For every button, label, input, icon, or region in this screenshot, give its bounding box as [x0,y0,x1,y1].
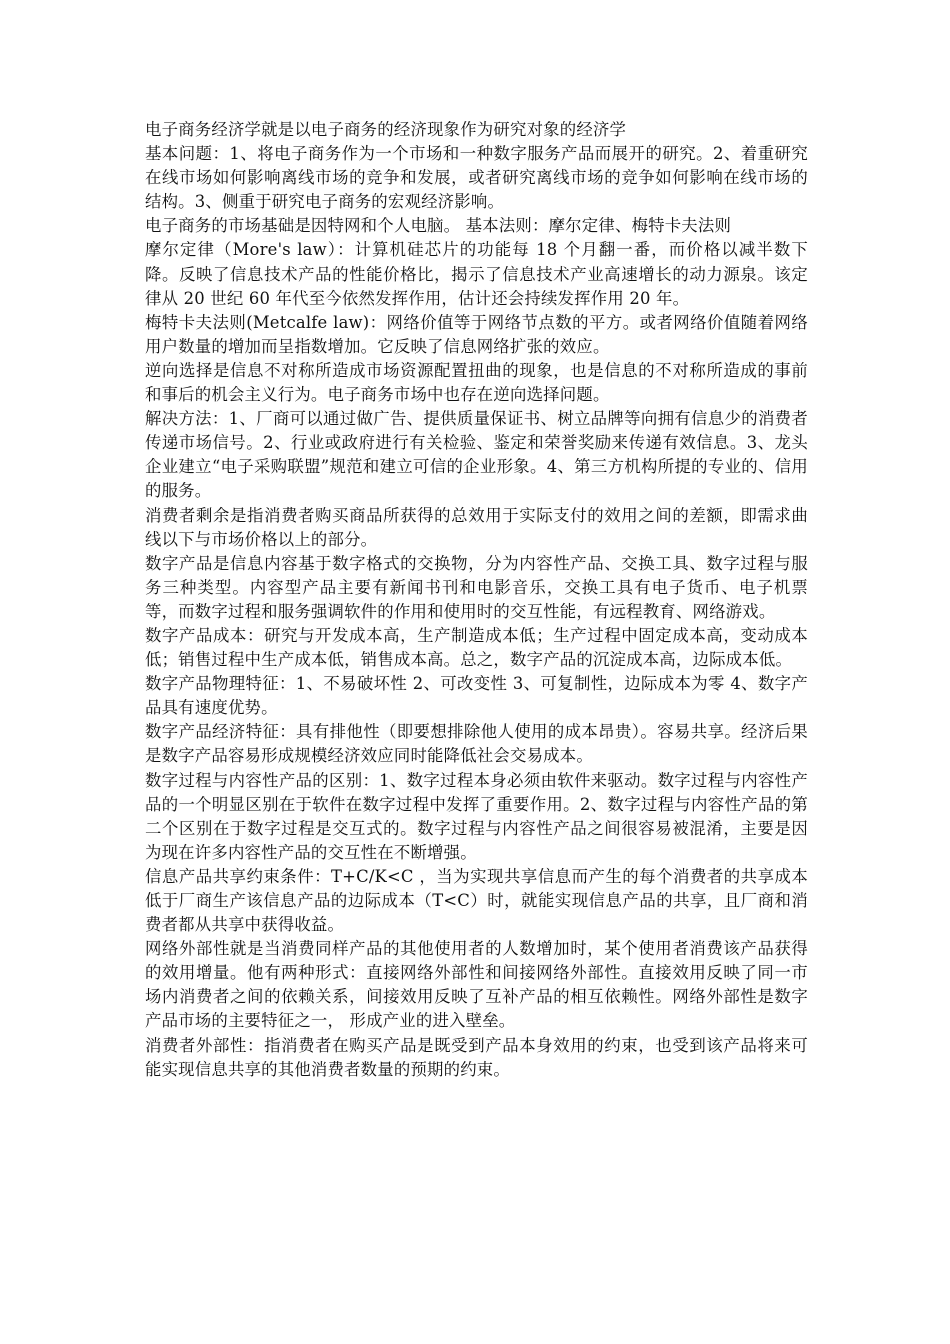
paragraph-physical-features: 数字产品物理特征：1、不易破坏性 2、可改变性 3、可复制性，边际成本为零 4、数字产品具有速度优势。 [145,674,808,718]
paragraph-digital-product-cost: 数字产品成本：研究与开发成本高，生产制造成本低；生产过程中固定成本高，变动成本低；销售过程中生产成本低，销售成本高。总之，数字产品的沉淀成本高，边际成本低。 [145,625,808,670]
paragraph-digital-products: 数字产品是信息内容基于数字格式的交换物，分为内容性产品、交换工具、数字过程与服务三种类型。内容型产品主要有新闻书刊和电影音乐，交换工具有电子货币、电子机票等，而数字过程和服务强调软件的作用和使用时的交互性能，有远程教育、网络游戏。 [145,553,808,621]
paragraph-sharing-constraint: 信息产品共享约束条件：T+C/K<C ，当为实现共享信息而产生的每个消费者的共享成本低于厂商生产该信息产品的边际成本（T<C）时，就能实现信息产品的共享，且厂商和消费者都从共享中获得收益。 [145,866,808,935]
paragraph-metcalfe-law: 梅特卡夫法则(Metcalfe law)：网络价值等于网络节点数的平方。或者网络价值随着网络用户数量的增加而呈指数增加。它反映了信息网络扩张的效应。 [145,312,808,356]
paragraph-network-externality: 网络外部性就是当消费同样产品的其他使用者的人数增加时，某个使用者消费该产品获得的效用增量。他有两种形式：直接网络外部性和间接网络外部性。直接效用反映了同一市场内消费者之间的依赖关系，间接效用反映了互补产品的相互依赖性。网络外部性是数字产品市场的主要特征之一， 形成产业的进入壁垒。 [145,939,808,1031]
paragraph-solutions: 解决方法：1、厂商可以通过做广告、提供质量保证书、树立品牌等向拥有信息少的消费者传递市场信号。2、行业或政府进行有关检验、鉴定和荣誉奖励来传递有效信息。3、龙头企业建立“电子采购联盟”规范和建立可信的企业形象。4、第三方机构所提的专业的、信用的服务。 [145,409,808,501]
paragraph-adverse-selection: 逆向选择是信息不对称所造成市场资源配置扭曲的现象，也是信息的不对称所造成的事前和事后的机会主义行为。电子商务市场中也存在逆向选择问题。 [145,360,808,405]
paragraph-process-vs-content: 数字过程与内容性产品的区别：1、数字过程本身必须由软件来驱动。数字过程与内容性产品的一个明显区别在于软件在数字过程中发挥了重要作用。2、数字过程与内容性产品的第二个区别在于数字过程是交互式的。数字过程与内容性产品之间很容易被混淆，主要是因为现在许多内容性产品的交互性在不断增强。 [145,770,808,862]
paragraph-market-foundation: 电子商务的市场基础是因特网和个人电脑。 基本法则：摩尔定律、梅特卡夫法则 [145,216,732,236]
paragraph-basic-questions: 基本问题：1、将电子商务作为一个市场和一种数字服务产品而展开的研究。2、着重研究在线市场如何影响离线市场的竞争和发展，或者研究离线市场的竞争如何影响在线市场的结构。3、侧重于研究电子商务的宏观经济影响。 [145,144,808,212]
paragraph-consumer-surplus: 消费者剩余是指消费者购买商品所获得的总效用于实际支付的效用之间的差额，即需求曲线以下与市场价格以上的部分。 [145,505,808,549]
paragraph-economic-features: 数字产品经济特征：具有排他性（即要想排除他人使用的成本昂贵）。容易共享。经济后果是数字产品容易形成规模经济效应同时能降低社会交易成本。 [145,722,808,766]
paragraph-moores-law: 摩尔定律（More's law）：计算机硅芯片的功能每 18 个月翻一番，而价格以减半数下降。反映了信息技术产品的性能价格比，揭示了信息技术产业高速增长的动力源泉。该定律从 20 世纪 60 年代至今依然发挥作用，估计还会持续发挥作用 20 年。 [145,240,808,308]
document-body [145,118,808,1082]
paragraph-consumer-externality: 消费者外部性：指消费者在购买产品是既受到产品本身效用的约束，也受到该产品将来可能实现信息共享的其他消费者数量的预期的约束。 [145,1035,808,1079]
paragraph-definition: 电子商务经济学就是以电子商务的经济现象作为研究对象的经济学 [145,120,627,139]
